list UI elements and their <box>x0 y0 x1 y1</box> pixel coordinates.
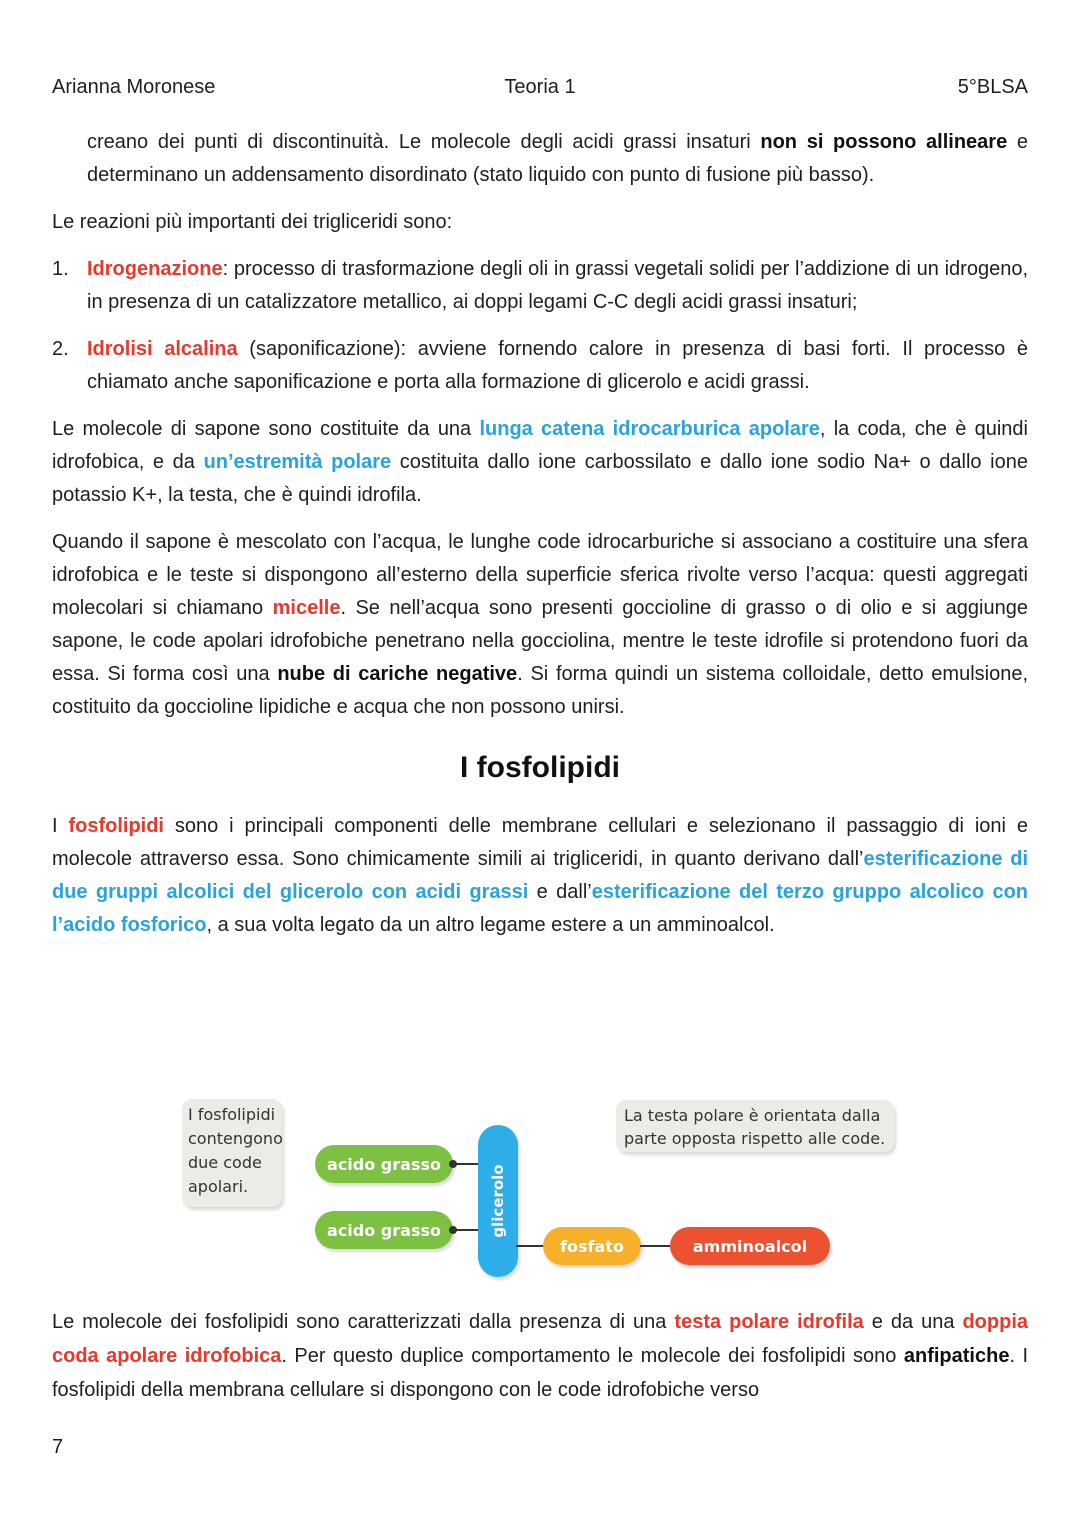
connector <box>640 1245 672 1247</box>
intro-paragraph: creano dei punti di discontinuità. Le molecole degli acidi grassi insaturi non si possono allineare e determinano un addensamento disordinato (stato liquido con punto di fusione più basso). <box>87 131 1028 186</box>
bold-term: non si possono allineare <box>760 131 1008 153</box>
fatty-acid-2: acido grasso <box>315 1211 453 1249</box>
amphipathic-paragraph: Le molecole dei fosfolipidi sono caratterizzati dalla presenza di una testa polare idrofila e da una doppia coda apolare idrofobica. Per questo duplice comportamento le molecole dei fosfolipidi sono anfipatiche. I fosfolipidi della membrana cellulare si dispongono con le code idrofobiche verso <box>52 1311 1029 1401</box>
class-label: 5°BLSA <box>957 76 1028 98</box>
glycerol-block: glicerolo <box>478 1125 518 1277</box>
document-title: Teoria 1 <box>504 76 576 98</box>
reaction-term: Idrogenazione <box>87 258 223 280</box>
page-body <box>52 126 1028 942</box>
list-number: 1. <box>52 258 69 280</box>
closing-section <box>52 1305 1028 1407</box>
note-right: La testa polare è orientata dalla parte opposta rispetto alle code. <box>616 1100 894 1152</box>
connector <box>516 1245 546 1247</box>
phosphate-block: fosfato <box>543 1227 641 1265</box>
connector-dot <box>449 1226 457 1234</box>
connector-dot <box>449 1160 457 1168</box>
reactions-intro: Le reazioni più importanti dei trigliceridi sono: <box>52 211 453 233</box>
fatty-acid-1: acido grasso <box>315 1145 453 1183</box>
reaction-term: Idrolisi alcalina <box>87 338 238 360</box>
list-number: 2. <box>52 338 69 360</box>
section-title: I fosfolipidi <box>460 751 620 784</box>
page-header <box>52 76 1028 106</box>
aminoalcohol-block: amminoalcol <box>670 1227 830 1265</box>
page-number: 7 <box>52 1436 64 1458</box>
micelle-paragraph: Quando il sapone è mescolato con l’acqua, le lunghe code idrocarburiche si associano a costituire una sfera idrofobica e le teste si dispongono all’esterno della superficie sferica rivolte verso l’acqua: questi aggregati molecolari si chiamano micelle. Se nell’acqua sono presenti goccioline di grasso o di olio e si aggiunge sapone, le code apolari idrofobiche penetrano nella gocciolina, mentre le teste idrofile si protendono fuori da essa. Si forma così una nube di cariche negative. Si forma quindi un sistema colloidale, detto emulsione, costituito da goccioline lipidiche e acqua che non possono unirsi. <box>52 531 1028 718</box>
author-name: Arianna Moronese <box>52 76 216 98</box>
list-item: 2. Idrolisi alcalina (saponificazione): avviene fornendo calore in presenza di basi forti. Il processo è chiamato anche saponificazione e porta alla formazione di glicerolo e acidi grassi. <box>52 333 1028 399</box>
note-left: I fosfolipidi contengono due code apolari. <box>182 1099 282 1207</box>
phospholipid-paragraph: I fosfolipidi sono i principali componenti delle membrane cellulari e selezionano il passaggio di ioni e molecole attraverso essa. Sono chimicamente simili ai trigliceridi, in quanto derivano dall’esterificazione di due gruppi alcolici del glicerolo con acidi grassi e dall’esterificazione del terzo gruppo alcolico con l’acido fosforico, a sua volta legato da un altro legame estere a un amminoalcol. <box>52 815 1029 936</box>
soap-paragraph: Le molecole di sapone sono costituite da una lunga catena idrocarburica apolare, la coda, che è quindi idrofobica, e da un’estremità polare costituita dallo ione carbossilato e dallo ione sodio Na+ o dallo ione potassio K+, la testa, che è quindi idrofila. <box>52 418 1028 506</box>
list-item: 1. Idrogenazione: processo di trasformazione degli oli in grassi vegetali solidi per l’addizione di un idrogeno, in presenza di un catalizzatore metallico, ai doppi legami C-C degli acidi grassi insaturi; <box>52 253 1028 319</box>
